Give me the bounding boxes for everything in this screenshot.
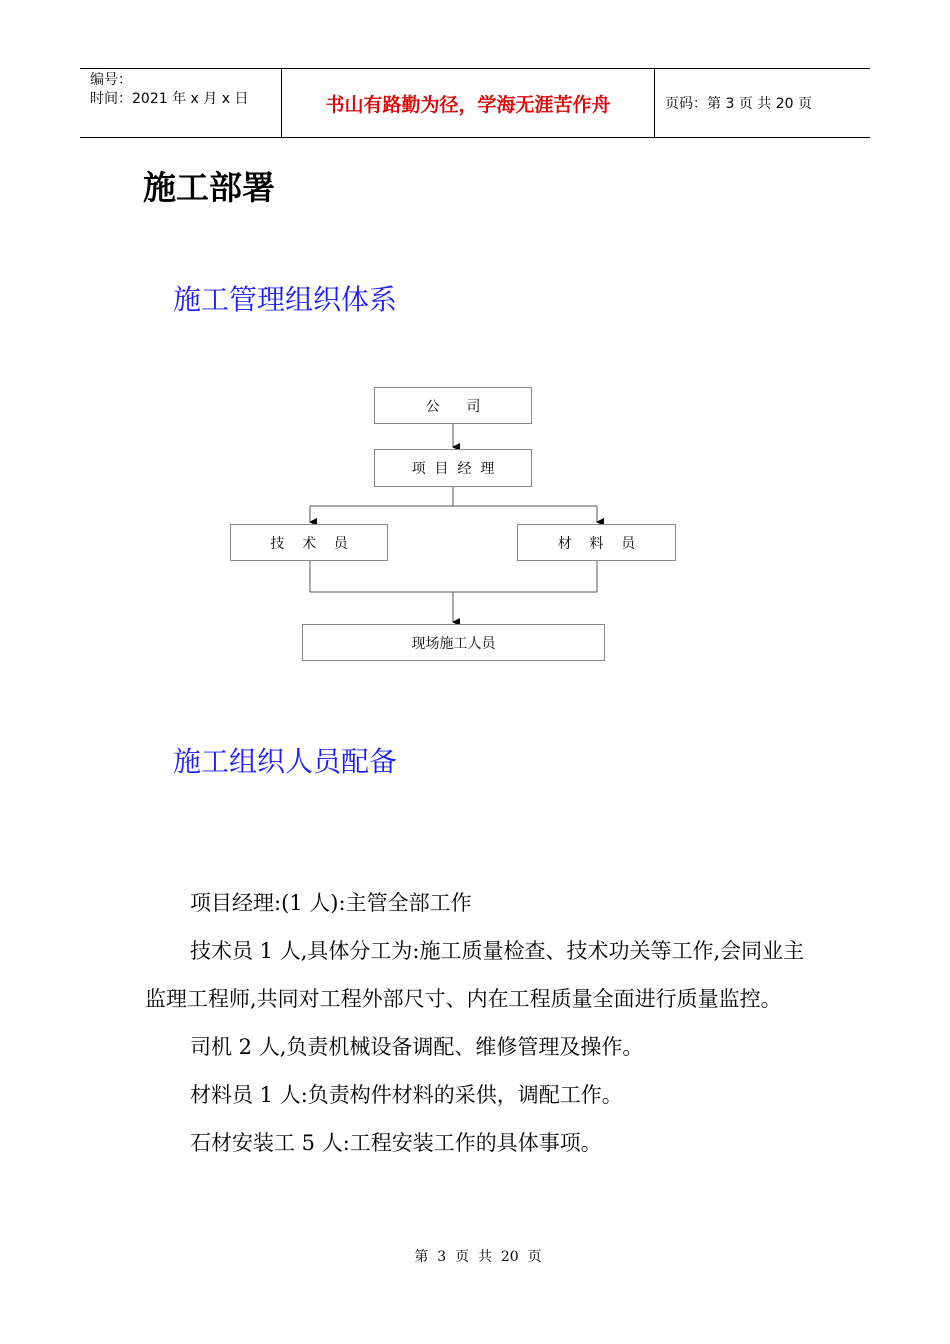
header-motto: 书山有路勤为径，学海无涯苦作舟 — [281, 69, 655, 137]
page-title: 施工部署 — [143, 168, 275, 207]
paragraph-material-clerk: 材料员 1 人:负责构件材料的采供，调配工作。 — [190, 1083, 623, 1107]
org-label-technician: 技 术 员 — [270, 535, 348, 552]
paragraph-driver: 司机 2 人,负责机械设备调配、维修管理及操作。 — [190, 1035, 644, 1059]
section-heading-staffing: 施工组织人员配备 — [173, 745, 398, 778]
org-box-manager — [374, 449, 532, 487]
org-box-technician — [230, 524, 388, 561]
org-label-company: 公 司 — [425, 398, 481, 415]
paragraph-manager: 项目经理:(1 人):主管全部工作 — [190, 891, 472, 915]
header-page-number: 页码：第 3 页 共 20 页 — [665, 96, 812, 112]
staffing-body — [145, 879, 815, 1167]
header-date: 时间：2021 年 x 月 x 日 — [90, 91, 249, 107]
org-box-site-staff — [302, 624, 605, 661]
footer-page-number: 第 3 页 共 20 页 — [414, 1249, 542, 1265]
org-box-material-clerk — [517, 524, 676, 561]
org-label-material-clerk: 材 料 员 — [557, 535, 636, 552]
section-heading-management: 施工管理组织体系 — [173, 283, 398, 316]
paragraph-technician: 技术员 1 人,具体分工为:施工质量检查、技术功关等工作,会同业主监理工程师,共同对工程外部尺寸、内在工程质量全面进行质量监控。 — [145, 939, 805, 1011]
header-number: 编号： — [90, 72, 132, 88]
paragraph-stone-installer: 石材安装工 5 人:工程安装工作的具体事项。 — [190, 1131, 602, 1155]
page-footer — [0, 1246, 950, 1266]
org-label-manager: 项 目 经 理 — [411, 461, 495, 477]
org-box-company — [374, 387, 532, 424]
org-label-site-staff: 现场施工人员 — [411, 635, 496, 652]
